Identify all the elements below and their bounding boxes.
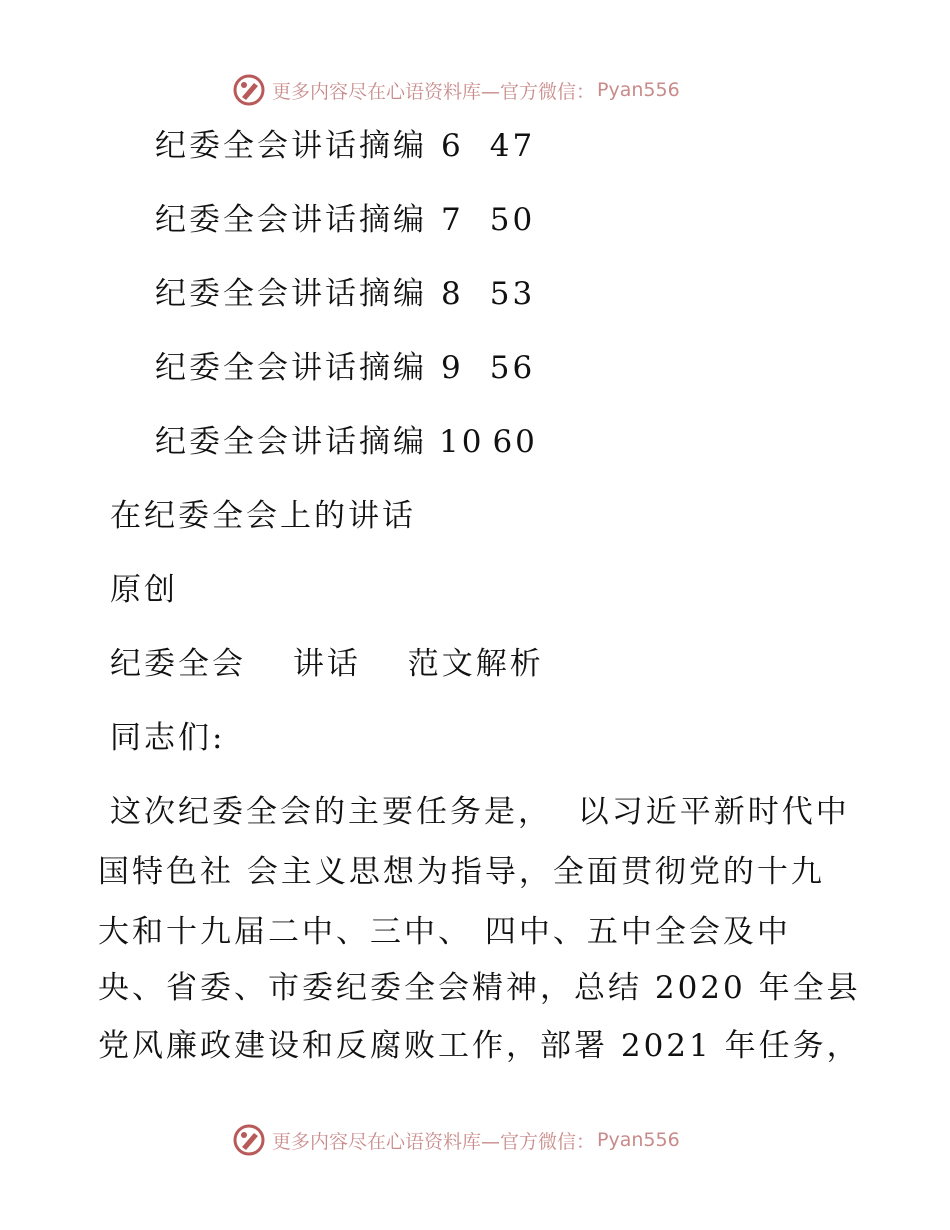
toc-entry — [155, 126, 535, 166]
toc-entry — [155, 274, 535, 314]
article-keywords: 纪委全会 讲话 范文解析 — [110, 646, 544, 682]
greeting: 同志们: — [110, 720, 226, 756]
toc-title: 纪委全会讲话摘编 — [155, 350, 427, 386]
toc-title: 纪委全会讲话摘编 — [155, 128, 427, 164]
toc-page: 50 — [489, 202, 536, 238]
watermark-text: 更多内容尽在心语资料库—官方微信： — [272, 1130, 596, 1153]
toc-page: 56 — [489, 350, 536, 386]
pen-logo-icon — [232, 73, 266, 107]
body-line: 这次纪委全会的主要任务是， 以习近平新时代中 — [110, 794, 850, 830]
body-line: 党风廉政建设和反腐败工作，部署 2021 年任务， — [98, 1028, 861, 1064]
body-line: 大和十九届二中、三中、 四中、五中全会及中 — [98, 914, 791, 950]
watermark-id: Pyan556 — [597, 79, 680, 101]
toc-number: 10 — [439, 424, 485, 460]
toc-page: 60 — [492, 424, 538, 460]
body-line: 国特色社 会主义思想为指导，全面贯彻党的十九 — [98, 854, 825, 890]
body-line: 央、省委、市委纪委全会精神，总结 2020 年全县 — [98, 970, 861, 1006]
toc-page: 47 — [489, 128, 536, 164]
toc-number: 8 — [441, 276, 464, 312]
toc-page: 53 — [489, 276, 536, 312]
toc-number: 7 — [441, 202, 464, 238]
article-title: 在纪委全会上的讲话 — [110, 498, 416, 534]
toc-entry — [155, 200, 535, 240]
watermark-id: Pyan556 — [597, 1129, 680, 1151]
toc-entry — [155, 422, 538, 462]
toc-number: 9 — [441, 350, 464, 386]
toc-title: 纪委全会讲话摘编 — [155, 276, 427, 312]
toc-title: 纪委全会讲话摘编 — [155, 424, 427, 460]
toc-title: 纪委全会讲话摘编 — [155, 202, 427, 238]
footer-watermark — [232, 1122, 680, 1158]
watermark-text: 更多内容尽在心语资料库—官方微信： — [272, 80, 596, 103]
pen-logo-icon — [232, 1123, 266, 1157]
article-tag: 原创 — [110, 572, 178, 608]
toc-number: 6 — [441, 128, 464, 164]
toc-entry — [155, 348, 535, 388]
header-watermark — [232, 72, 680, 108]
